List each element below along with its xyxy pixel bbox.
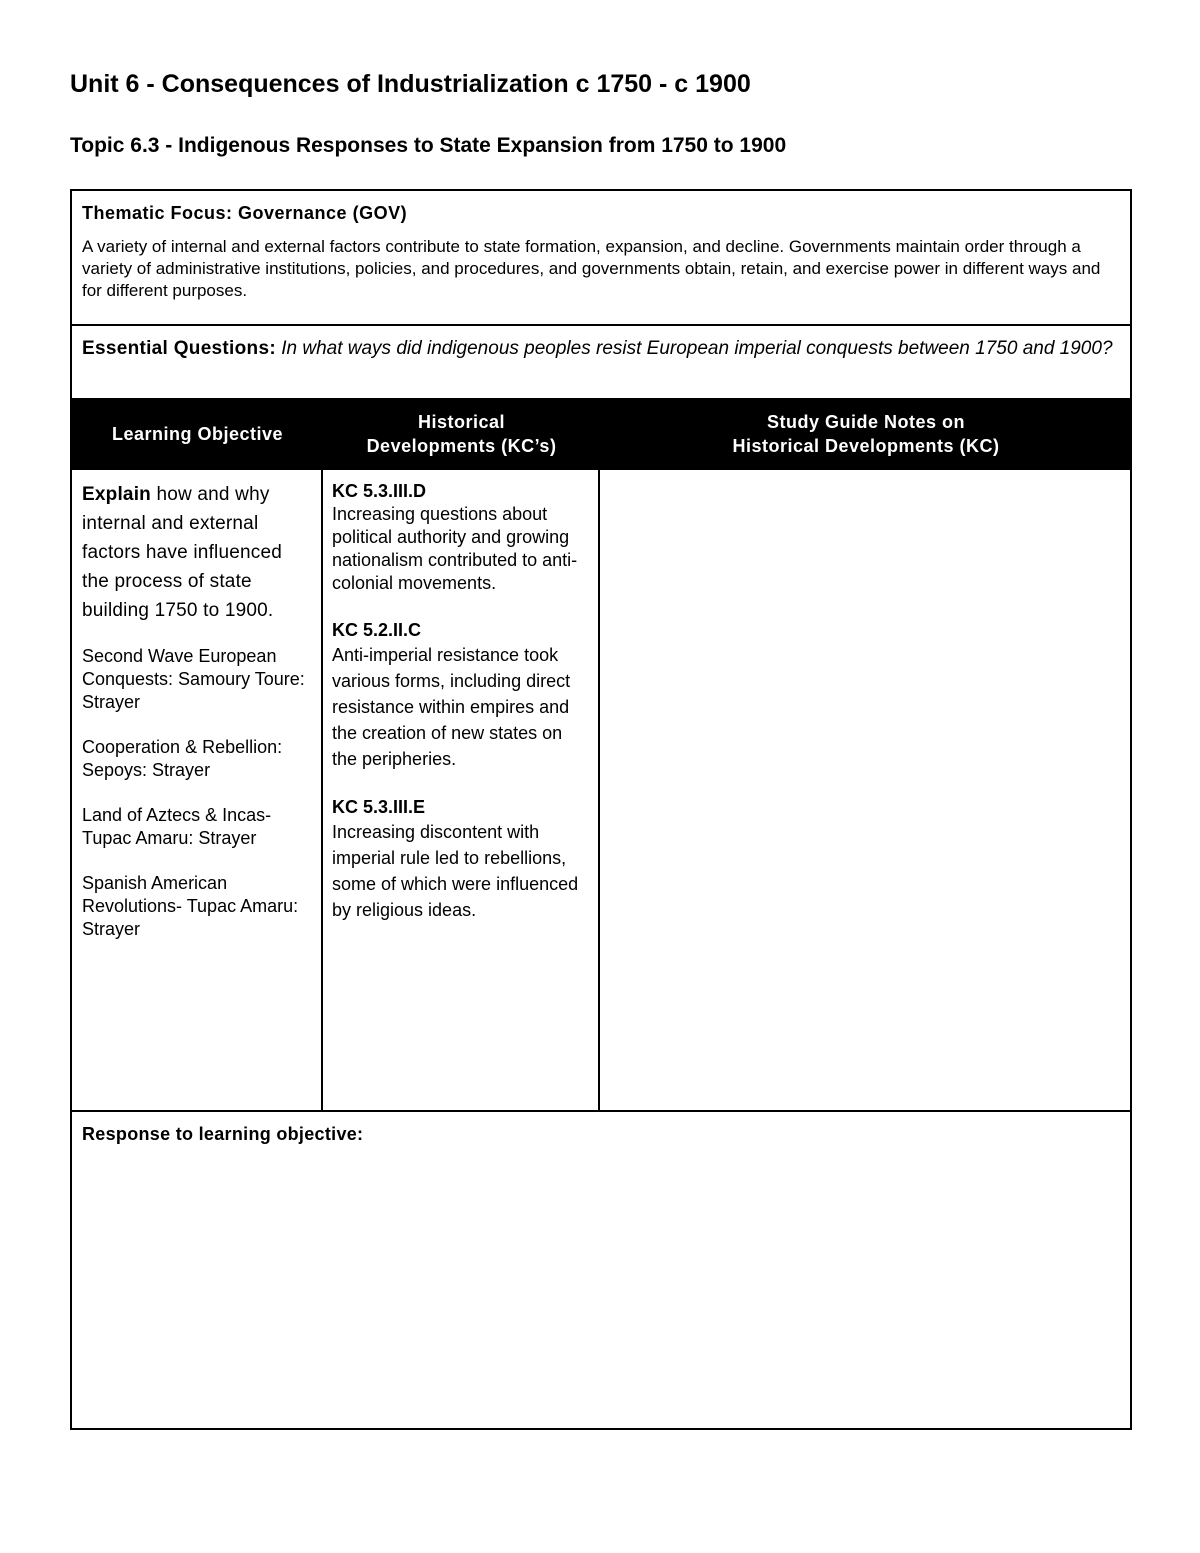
key-concept (332, 480, 590, 595)
essential-questions-section (72, 326, 1130, 398)
essential-questions-label: Essential Questions: (82, 338, 276, 359)
thematic-focus-body: A variety of internal and external factors contribute to state formation, expansion, and decline. Governments maintain order through a variety of administrative institutions, policies, and procedures, and governments obtain, retain, and exercise power in different ways and for different purposes. (82, 237, 1101, 300)
response-section[interactable] (72, 1112, 1130, 1430)
table-header (72, 398, 1130, 470)
objective-text: how and why internal and external factors have influenced the process of state building 1750 to 1900. (82, 484, 282, 621)
historical-developments-column (323, 470, 600, 1110)
learning-objective-column (72, 470, 323, 1110)
kc-text: Increasing questions about political authority and growing nationalism contributed to anti-colonial movements. (332, 504, 578, 593)
study-guide-notes-area[interactable] (600, 470, 1132, 1110)
essential-question-text: In what ways did indigenous peoples resist European imperial conquests between 1750 and 1900? (281, 338, 1113, 359)
objective-verb: Explain (82, 484, 151, 505)
kc-code: KC 5.3.III.D (332, 481, 427, 501)
kc-text: Anti-imperial resistance took various forms, including direct resistance within empires and the creation of new states on the peripheries. (332, 645, 571, 769)
header-learning-objective-label: Learning Objective (111, 424, 284, 444)
thematic-focus-section (72, 191, 1130, 326)
thematic-focus-label: Thematic Focus: Governance (GOV) (82, 203, 408, 223)
topic-title: Topic 6.3 - Indigenous Responses to State Expansion from 1750 to 1900 (70, 134, 787, 157)
kc-text: Increasing discontent with imperial rule led to rebellions, some of which were influenced by religious ideas. (332, 822, 579, 920)
unit-title: Unit 6 - Consequences of Industrialization c 1750 - c 1900 (70, 70, 751, 98)
worksheet-frame (70, 189, 1132, 1430)
header-study-guide-notes (600, 398, 1132, 470)
reading-item: Land of Aztecs & Incas- Tupac Amaru: Strayer (82, 805, 272, 848)
key-concept (332, 619, 590, 772)
header-notes-line1: Study Guide Notes on (766, 412, 965, 432)
kc-code: KC 5.2.II.C (332, 620, 422, 640)
header-notes-line2: Historical Developments (KC) (732, 436, 1000, 456)
reading-item: Second Wave European Conquests: Samoury Toure: Strayer (82, 646, 305, 712)
header-historical-developments (323, 398, 600, 470)
reading-item: Cooperation & Rebellion: Sepoys: Strayer (82, 737, 283, 780)
response-label: Response to learning objective: (82, 1124, 364, 1144)
header-historical-line2: Developments (KC’s) (366, 436, 557, 456)
header-learning-objective (72, 398, 323, 470)
reading-item: Spanish American Revolutions- Tupac Amaru: Strayer (82, 873, 299, 939)
kc-code: KC 5.3.III.E (332, 797, 426, 817)
learning-objective-statement (82, 480, 311, 625)
header-historical-line1: Historical (417, 412, 506, 432)
key-concept (332, 796, 590, 923)
content-row (72, 470, 1130, 1112)
